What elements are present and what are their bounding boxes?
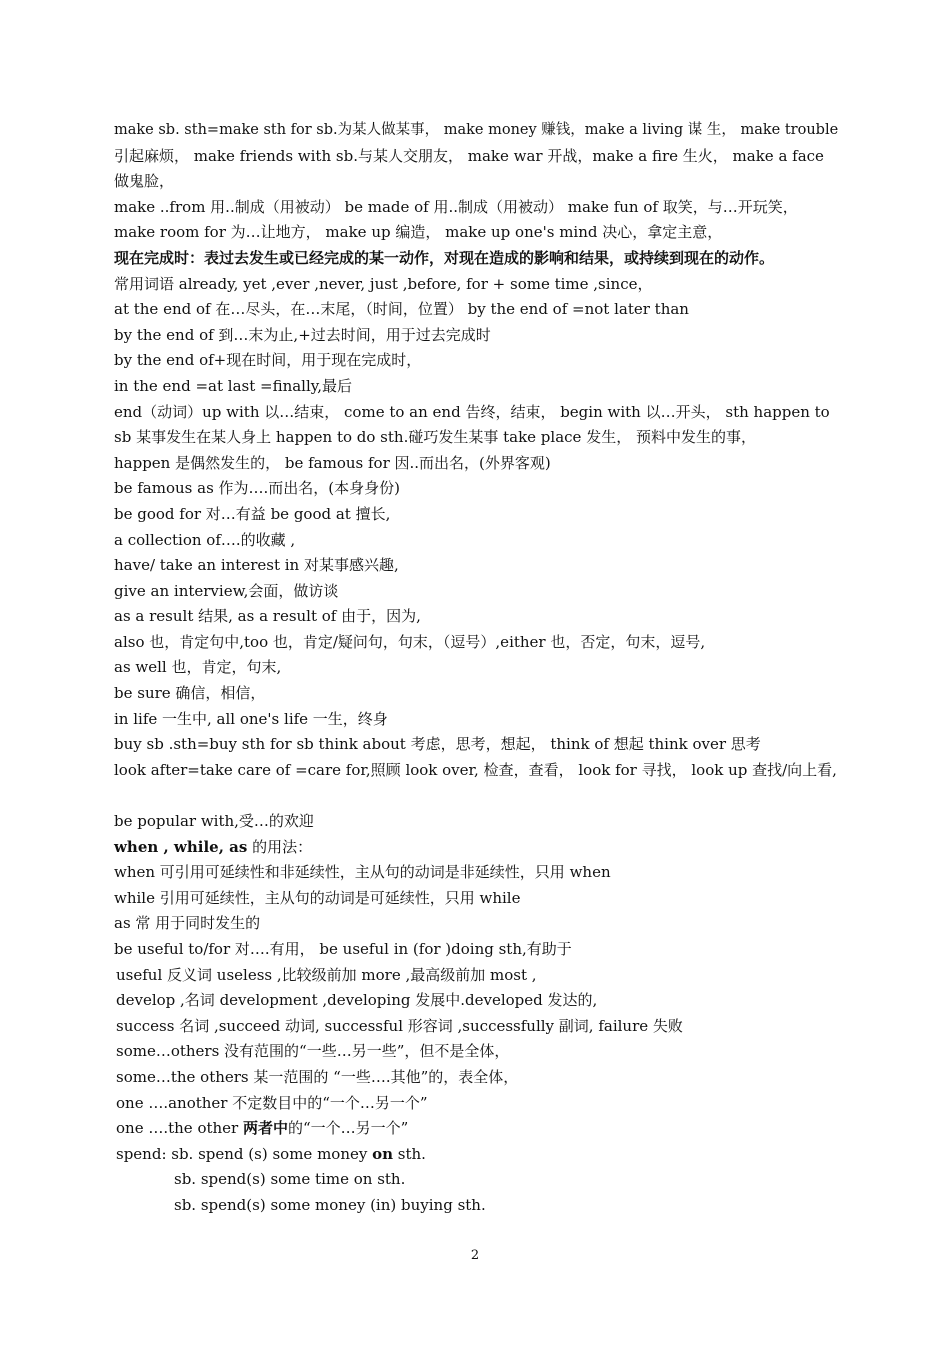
text-line: make room for 为…让地方， make up 编造， make up one's mind 决心，拿定主意， <box>114 223 723 242</box>
line-part: 的“一个…另一个” <box>288 1119 409 1138</box>
text-line: one ….another 不定数目中的“一个…另一个” <box>116 1093 428 1112</box>
text-line: end（动词）up with 以…结束， come to an end 告终，结束， begin with 以…开头， sth happen to <box>114 402 830 421</box>
text-line: be sure 确信，相信， <box>114 684 266 703</box>
text-line: at the end of 在…尽头，在…末尾，（时间，位置） by the end of =not later than <box>114 300 689 319</box>
text-line: while 引用可延续性，主从句的动词是可延续性，只用 while <box>114 888 521 907</box>
text-line: 做鬼脸， <box>114 172 175 191</box>
text-line: give an interview,会面，做访谈 <box>114 581 339 600</box>
text-line: have/ take an interest in 对某事感兴趣, <box>114 556 399 575</box>
text-line: as well 也，肯定，句末, <box>114 658 282 677</box>
text-line: a collection of….的收藏 , <box>114 530 296 549</box>
text-line: when 可引用可延续性和非延续性，主从句的动词是非延续性，只用 when <box>114 863 611 882</box>
line-part: sth. <box>393 1144 426 1163</box>
text-line: look after=take care of =care for,照顾 look over, 检查，查看， look for 寻找， look up 查找/向上看, <box>114 760 837 779</box>
text-line: make ..from 用..制成（用被动） be made of 用..制成（用被动） make fun of 取笑，与…开玩笑， <box>114 197 798 216</box>
text-line: some…others 没有范围的“一些…另一些”，但不是全体， <box>116 1042 510 1061</box>
text-line: useful 反义词 useless ,比较级前加 more ,最高级前加 most , <box>116 965 537 984</box>
line-part: spend: sb. spend (s) some money <box>116 1144 373 1163</box>
spend-line: sb. spend(s) some money (in) buying sth. <box>174 1195 486 1214</box>
text-line: develop ,名词 development ,developing 发展中.developed 发达的, <box>116 991 598 1010</box>
text-line: by the end of+现在时间，用于现在完成时， <box>114 351 422 370</box>
when-while-as-heading <box>114 835 840 861</box>
text-line: some…the others 某一范围的 “一些….其他”的，表全体， <box>116 1067 519 1086</box>
text-line: be good for 对…有益 be good at 擅长, <box>114 504 391 523</box>
blank-line <box>114 783 840 809</box>
page-number: 2 <box>470 1248 480 1263</box>
heading-rest: 的用法： <box>247 837 313 856</box>
spend-line <box>114 1142 840 1168</box>
line-part: one ….the other <box>116 1119 243 1138</box>
spend-line: sb. spend(s) some time on sth. <box>174 1170 406 1189</box>
line-bold: on <box>372 1144 394 1163</box>
text-line: by the end of 到…末为止,+过去时间，用于过去完成时 <box>114 325 491 344</box>
text-line: in life 一生中, all one's life 一生，终身 <box>114 709 388 728</box>
text-line: be useful to/for 对….有用， be useful in (for )doing sth,有助于 <box>114 940 572 958</box>
text-line: in the end =at last =finally,最后 <box>114 376 353 395</box>
text-line: success 名词 ,succeed 动词, successful 形容词 ,successfully 副词, failure 失败 <box>116 1016 683 1035</box>
text-line: buy sb .sth=buy sth for sb think about 考虑，思考，想起， think of 想起 think over 思考 <box>114 735 761 754</box>
text-line: be famous as 作为….而出名，(本身身份) <box>114 479 401 498</box>
page-content <box>114 118 840 1219</box>
one-the-other-line <box>114 1116 840 1142</box>
text-line: as a result 结果, as a result of 由于，因为, <box>114 607 421 626</box>
text-line: sb 某事发生在某人身上 happen to do sth.碰巧发生某事 take place 发生， 预料中发生的事， <box>114 428 756 447</box>
present-perfect-heading: 现在完成时：表过去发生或已经完成的某一动作，对现在造成的影响和结果，或持续到现在的动作。 <box>114 248 775 267</box>
heading-bold: when , while, as <box>114 837 248 856</box>
text-line: be popular with,受…的欢迎 <box>114 812 314 831</box>
text-line: make sb. sth=make sth for sb.为某人做某事， make money 赚钱，make a living 谋 生， make trouble <box>114 122 839 138</box>
line-bold: 两者中 <box>242 1119 288 1138</box>
text-line: 常用词语 already, yet ,ever ,never, just ,before, for + some time ,since， <box>114 274 653 293</box>
text-line: as 常 用于同时发生的 <box>114 914 261 933</box>
text-line: 引起麻烦， make friends with sb.与某人交朋友， make war 开战，make a fire 生火， make a face <box>114 146 824 165</box>
text-line: also 也，肯定句中,too 也，肯定/疑问句，句末，（逗号）,either 也，否定，句末，逗号, <box>114 632 706 651</box>
text-line: happen 是偶然发生的， be famous for 因..而出名，(外界客观) <box>114 453 551 472</box>
